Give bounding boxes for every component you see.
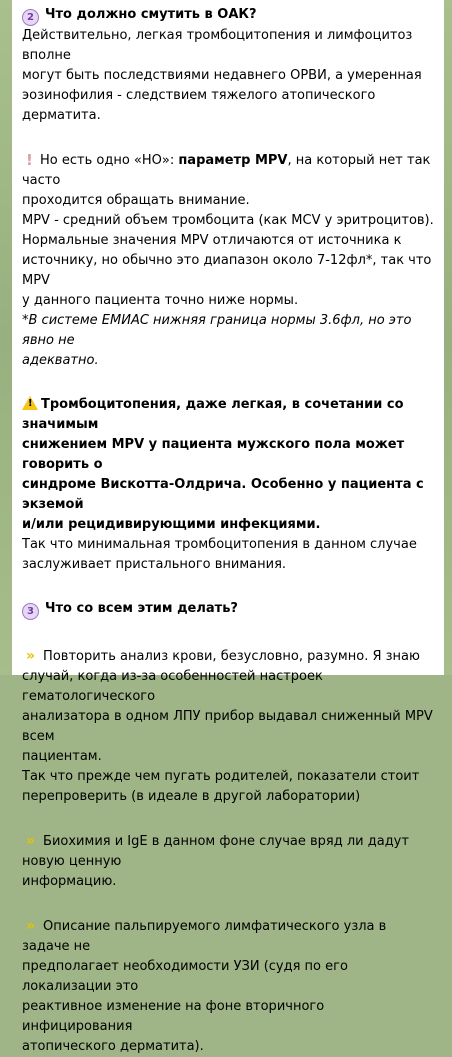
advice-text: анализатора в одном ЛПУ прибор выдавал сниженный MPV всем — [22, 709, 433, 744]
warning-line: Так что минимальная тромбоцитопения в данном случае — [22, 537, 417, 552]
mpv-intro-line — [22, 150, 436, 191]
mpv-line: проходится обращать внимание. — [22, 193, 250, 208]
exclamation-icon: ! — [26, 151, 33, 169]
q2-heading: Что должно смутить в ОАК? — [45, 7, 257, 22]
mpv-intro-bold: параметр MPV — [178, 153, 288, 168]
q3-heading-line — [22, 599, 436, 620]
mpv-line: у данного пациента точно ниже нормы. — [22, 293, 299, 308]
warning-bold-line: и/или рецидивирующими инфекциями. — [22, 517, 321, 532]
warning-line: заслуживает пристального внимания. — [22, 557, 287, 572]
advice-text: Повторить анализ крови, безусловно, разумно. Я знаю — [43, 649, 420, 664]
advice-line — [22, 646, 436, 667]
mpv-intro: Но есть одно «НО»: — [40, 153, 179, 168]
warning-bold-line: снижением MPV у пациента мужского пола может говорить о — [22, 437, 405, 472]
advice-text: предполагает необходимости УЗИ (судя по его локализации это — [22, 959, 348, 994]
mpv-line: Нормальные значения MPV отличаются от источника к — [22, 233, 402, 248]
q2-line: эозинофилия - следствием тяжелого атопического дерматита. — [22, 88, 376, 123]
mpv-note-line: *В системе ЕМИАС нижняя граница нормы 3.6фл, но это явно не — [22, 313, 412, 348]
spacer — [22, 126, 436, 146]
advice-text: перепроверить (в идеале в другой лаборатории) — [22, 789, 361, 804]
q2-line: Действительно, легкая тромбоцитопения и лимфоцитоз вполне — [22, 28, 413, 63]
q3-heading: Что со всем этим делать? — [45, 601, 238, 616]
spacer — [22, 892, 436, 912]
mpv-line: MPV - средний объем тромбоцита (как MCV у эритроцитов). — [22, 213, 434, 228]
warning-line — [22, 395, 436, 435]
spacer — [22, 620, 436, 640]
chevron-right-icon: » — [26, 833, 36, 849]
advice-text: пациентам. — [22, 749, 102, 764]
warning-bold-line: Тромбоцитопения, даже легкая, в сочетании со значимым — [22, 397, 404, 432]
mpv-line: источнику, но обычно это диапазон около 7-12фл*, так что MPV — [22, 253, 432, 288]
advice-text: Описание пальпируемого лимфатического узла в задаче не — [22, 919, 387, 954]
circled-2-icon: 2 — [22, 9, 39, 26]
advice-text: Биохимия и IgE в данном фоне случае вряд ли дадут новую ценную — [22, 834, 409, 869]
warning-bold-line: синдроме Вискотта-Олдрича. Особенно у пациента с экземой — [22, 477, 424, 512]
advice-text: информацию. — [22, 874, 117, 889]
spacer — [22, 575, 436, 595]
mpv-note-line: адекватно. — [22, 353, 99, 368]
advice-line — [22, 916, 436, 957]
q2-line: могут быть последствиями недавнего ОРВИ, а умеренная — [22, 68, 422, 83]
spacer — [22, 807, 436, 827]
mpv-intro-rest: , на который нет так часто — [22, 153, 431, 188]
warning-icon — [22, 396, 38, 410]
spacer — [22, 371, 436, 391]
circled-3-icon: 3 — [22, 603, 39, 620]
advice-text: случай, когда из-за особенностей настроек гематологического — [22, 669, 323, 704]
advice-text: атопического дерматита). — [22, 1039, 204, 1054]
advice-text: Так что прежде чем пугать родителей, показатели стоит — [22, 769, 420, 784]
chevron-right-icon: » — [26, 648, 36, 664]
advice-line — [22, 831, 436, 872]
advice-text: реактивное изменение на фоне вторичного инфицирования — [22, 999, 325, 1034]
chevron-right-icon: » — [26, 918, 36, 934]
chat-background-left — [0, 0, 12, 675]
message-bubble — [12, 0, 444, 1054]
q2-heading-line — [22, 5, 436, 26]
